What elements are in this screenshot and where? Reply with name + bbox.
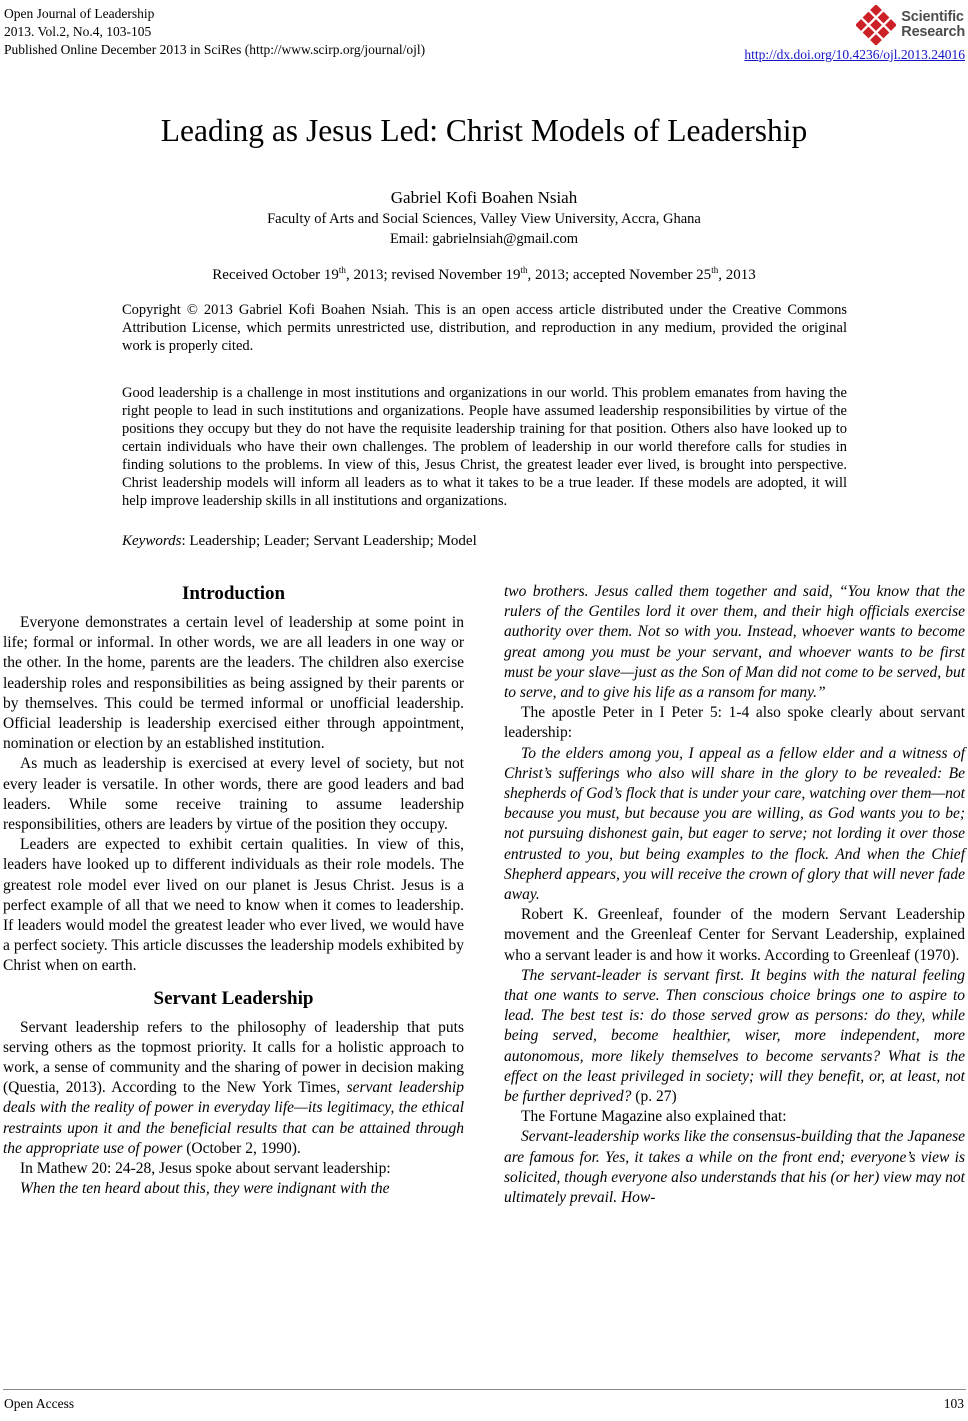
received-text: , 2013; accepted November 25: [527, 267, 712, 283]
section-heading-servant-leadership: Servant Leadership: [153, 987, 314, 1009]
article-body: [0, 582, 968, 1208]
journal-name: Open Journal of Leadership: [4, 6, 155, 21]
logo-text-line2: Research: [901, 24, 965, 40]
paragraph: [3, 1018, 464, 1159]
received-dates: [0, 267, 968, 284]
abstract-text: Good leadership is a challenge in most institutions and organizations in our world. This problem emanates from having the right people to lead in such institutions and organizations. People have assumed leadership responsibilities by virtue of the positions they occupy but they do not have the requisite leadership training for that position. Others also have looked up to certain individuals who have their own challenges. The problem of leadership in our world therefore calls for studies in finding solutions to the problems. In view of this, Jesus Christ, the greatest leader ever lived, is brought into perspective. Christ leadership models will inform all leaders as to what it takes to be a true leader. If these models are adopted, it will help improve leadership skills in all institutions and organizations.: [122, 385, 847, 509]
author-email: Email: gabrielnsiah@gmail.com: [389, 231, 579, 247]
received-superscript: th: [338, 265, 346, 275]
footer-rule: [3, 1389, 966, 1390]
logo-diamonds-icon: [856, 5, 896, 45]
logo-text-line1: Scientific: [901, 9, 964, 25]
paragraph: The Fortune Magazine also explained that:: [521, 1108, 787, 1126]
journal-published-line: Published Online December 2013 in SciRes (http://www.scirp.org/journal/ojl): [4, 42, 426, 57]
doi-link[interactable]: http://dx.doi.org/10.4236/ojl.2013.24016: [744, 47, 965, 62]
quoted-definition: servant leadership deals with the reality of power in everyday life—its legitimacy, the ethical restraints upon it and the beneficial results that can be attained through the appropriate use of power: [3, 1079, 464, 1157]
scripture-quote: When the ten heard about this, they were indignant with the: [20, 1180, 390, 1198]
keywords-label: Keywords: [122, 533, 182, 549]
paragraph-text: Servant leadership refers to the philosophy of leadership that puts serving others as the topmost priority. It calls for a holistic approach to work, a sense of community and the sharing of power in decision making (Questia, 2013). According to the New York Times,: [3, 1018, 464, 1097]
doi-line: [744, 47, 965, 63]
paragraph: In Mathew 20: 24-28, Jesus spoke about servant leadership:: [20, 1160, 391, 1178]
header-right: [744, 5, 965, 63]
scripture-quote-continued: two brothers. Jesus called them together and said, “You know that the rulers of the Gentiles lord it over them, and their high officials exercise authority over them. Not so with you. Instead, whoever wants to become great among you must be your servant, and whoever wants to be first must be your slave—just as the Son of Man did not come to be served, but to serve, and to give his life as a ransom for many.”: [504, 583, 965, 702]
paragraph: Leaders are expected to exhibit certain qualities. In view of this, leaders have looked up to different individuals as their role models. The greatest role model ever lived on our planet is Jesus Christ. Jesus is a perfect example of all that we need to know when it comes to leadership. If leaders would model the greatest leader who ever lived, we would have a perfect society. This article discusses the leadership models exhibited by Christ when on earth.: [3, 836, 464, 975]
block-quote: Servant-leadership works like the consensus-building that the Japanese are famous for. Yes, it takes a while on the front end; everyone’s view is solicited, though everyone also understands that his (or her) view may not ultimately prevail. How-: [504, 1128, 965, 1207]
author-affiliation: Faculty of Arts and Social Sciences, Valley View University, Accra, Ghana: [267, 211, 701, 227]
journal-info: [4, 5, 425, 59]
paragraph-text: (October 2, 1990).: [182, 1139, 301, 1157]
paragraph: Everyone demonstrates a certain level of leadership at some point in life; formal or informal. In other words, we are all leaders in one way or the other. In the home, parents are the leaders. The children also exercise leadership roles and responsibilities as being assigned by their parents or by themselves. This could be termed informal or unofficial leadership. Official leadership is leadership exercised either through appointment, nomination or election by an established institution.: [3, 614, 464, 753]
received-text: Received October 19: [212, 267, 339, 283]
block-quote: [504, 966, 965, 1107]
open-access-label: Open Access: [4, 1396, 75, 1411]
author-name: Gabriel Kofi Boahen Nsiah: [390, 188, 578, 207]
journal-volume: 2013. Vol.2, No.4, 103-105: [4, 24, 152, 39]
quote-text: The servant-leader is servant first. It begins with the natural feeling that one wants to serve. Then conscious choice brings one to aspire to lead. The best test is: do those served grow as persons: do they, while being served, become healthier, wiser, more independent, more autonomous, more likely themselves to become servants? What is the effect on the least privileged in society; will they benefit, or, at least, not be further deprived?: [504, 966, 965, 1106]
section-heading-introduction: Introduction: [181, 583, 286, 604]
page-number: 103: [943, 1396, 964, 1411]
paragraph: The apostle Peter in I Peter 5: 1-4 also spoke clearly about servant leadership:: [504, 704, 965, 742]
received-text: , 2013: [718, 267, 756, 283]
keywords-values: : Leadership; Leader; Servant Leadership; Model: [181, 533, 477, 549]
scientific-research-logo: [744, 5, 965, 45]
quote-citation: (p. 27): [631, 1088, 677, 1106]
received-text: , 2013; revised November 19: [345, 267, 521, 283]
paragraph: Robert K. Greenleaf, founder of the modern Servant Leadership movement and the Greenleaf Center for Servant Leadership, explained who a servant leader is and how it works. According to Greenleaf (1970).: [504, 906, 965, 964]
received-superscript: th: [520, 265, 528, 275]
paragraph: As much as leadership is exercised at every level of society, but not every leader is versatile. In other words, there are good leaders and bad leaders. While some receive training to assume leadership responsibilities, others are leaders by virtue of the position they occupy.: [3, 755, 464, 834]
keywords-line: [122, 532, 847, 550]
received-superscript: th: [711, 265, 719, 275]
scripture-quote: To the elders among you, I appeal as a fellow elder and a witness of Christ’s sufferings who also will share in the glory to be revealed: Be shepherds of God’s flock that is under your care, watching over them—not because you must, but because you are willing, as God wants you to be; not pursuing dishonest gain, but eager to serve; not lording it over those entrusted to you, but being examples to the flock. And when the Chief Shepherd appears, you will receive the crown of glory that will never fade away.: [504, 744, 965, 904]
copyright-notice: Copyright © 2013 Gabriel Kofi Boahen Nsiah. This is an open access article distributed under the Creative Commons Attribution License, which permits unrestricted use, distribution, and reproduction in any medium, provided the original work is properly cited.: [122, 302, 847, 354]
page-title: Leading as Jesus Led: Christ Models of Leadership: [160, 113, 808, 148]
logo-text: [901, 10, 965, 40]
right-column: [504, 582, 965, 1208]
page-header: [0, 0, 968, 63]
left-column: [3, 582, 464, 1208]
